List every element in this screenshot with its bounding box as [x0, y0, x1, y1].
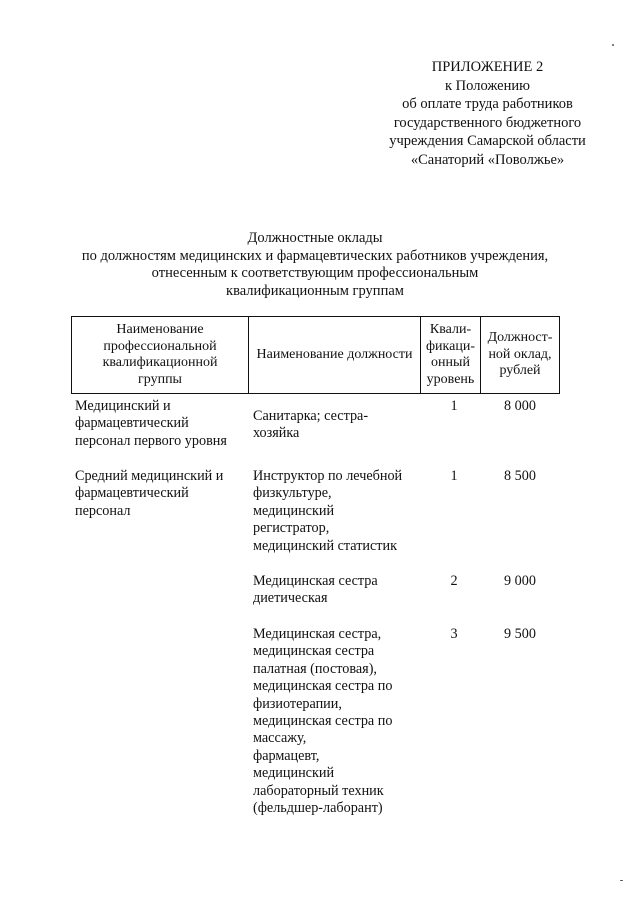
group-text: фармацевтический	[75, 415, 189, 432]
table-row-group	[75, 398, 247, 450]
table-row-salary: 9 500	[504, 626, 536, 642]
position-text: диетическая	[253, 590, 328, 607]
group-text: персонал первого уровня	[75, 432, 227, 449]
position-text: (фельдшер-лаборант)	[253, 800, 383, 817]
group-text: Медицинский и	[75, 398, 171, 414]
position-text: хозяйка	[253, 425, 300, 442]
heading-title: Должностные оклады	[247, 230, 383, 246]
heading-line: по должностям медицинских и фармацевтических работников учреждения,	[81, 247, 549, 264]
table-row-salary: 8 000	[504, 398, 536, 414]
appendix-block	[345, 58, 630, 170]
position-text: физкультуре,	[253, 485, 332, 502]
header-text: Наименование	[116, 322, 204, 337]
table-row-level: 1	[450, 398, 458, 414]
header-text: профессиональной	[103, 338, 217, 354]
heading-line: квалификационным группам	[226, 282, 404, 299]
table-row-position	[253, 468, 428, 555]
position-text: Медицинская сестра,	[253, 626, 382, 642]
position-text: регистратор,	[253, 520, 330, 537]
table-row-position	[253, 408, 428, 443]
position-text: медицинский	[253, 765, 335, 782]
position-text: Инструктор по лечебной	[253, 468, 403, 484]
table-row-position	[253, 626, 428, 817]
header-text: фикаци-	[425, 338, 475, 354]
scan-artifact	[620, 880, 623, 881]
appendix-title: ПРИЛОЖЕНИЕ 2	[431, 59, 544, 75]
header-text: Квали-	[429, 322, 472, 337]
header-text: Наименование должности	[256, 346, 413, 362]
appendix-line: об оплате труда работников	[402, 96, 573, 113]
position-text: массажу,	[253, 730, 307, 747]
position-text: медицинская сестра по	[253, 678, 393, 695]
position-text: лабораторный техник	[253, 782, 384, 799]
header-position-name	[249, 317, 420, 393]
position-text: физиотерапии,	[253, 695, 342, 712]
header-text: онный	[431, 355, 470, 370]
position-text: Санитарка; сестра-	[253, 408, 369, 424]
position-text: медицинский	[253, 502, 335, 519]
table-row-level: 1	[450, 468, 458, 484]
table-row-salary: 8 500	[504, 468, 536, 484]
table-header	[71, 316, 560, 394]
scan-artifact	[612, 44, 614, 46]
header-text: ной оклад,	[488, 346, 552, 362]
table-row-level: 3	[450, 626, 458, 642]
header-text: группы	[138, 371, 182, 387]
group-text: персонал	[75, 502, 131, 519]
header-text: Должност-	[487, 330, 553, 346]
position-text: медицинская сестра по	[253, 713, 393, 730]
header-text: квалификационной	[102, 355, 218, 370]
table-row-position	[253, 573, 428, 608]
appendix-line: учреждения Самарской области	[389, 133, 586, 150]
header-salary	[481, 317, 559, 393]
group-text: Средний медицинский и	[75, 468, 224, 484]
position-text: фармацевт,	[253, 747, 320, 764]
position-text: Медицинская сестра	[253, 573, 378, 589]
appendix-line: к Положению	[445, 77, 530, 94]
header-text: уровень	[426, 371, 475, 387]
position-text: медицинский статистик	[253, 537, 397, 554]
position-text: палатная (постовая),	[253, 660, 377, 677]
document-heading	[60, 230, 570, 300]
header-text: рублей	[499, 363, 541, 379]
header-qualification-level	[421, 317, 480, 393]
header-group-name	[72, 317, 248, 393]
group-text: фармацевтический	[75, 485, 189, 502]
heading-line: отнесенным к соответствующим профессиональным	[151, 265, 479, 282]
position-text: медицинская сестра	[253, 643, 375, 660]
appendix-line: государственного бюджетного	[393, 114, 582, 131]
appendix-line: «Санаторий «Поволжье»	[410, 151, 565, 168]
table-row-level: 2	[450, 573, 458, 589]
table-row-salary: 9 000	[504, 573, 536, 589]
table-row-group	[75, 468, 247, 520]
